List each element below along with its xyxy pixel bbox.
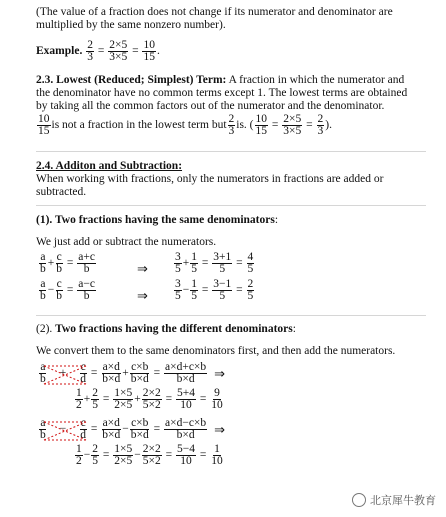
sub-2-intro: We convert them to the same denominators first, and then add the numerators. — [36, 345, 396, 357]
section-2-3-line-1: 2.3. Lowest (Reduced; Simplest) Term: A fraction in which the numerator and — [36, 74, 405, 86]
implies-icon: ⇒ — [214, 422, 226, 437]
example-add-different: $\frac{1}{2}$ + $\frac{2}{5}$ = $\frac{1\times 5}{2\times 5}$ + $\frac{2\times 2}{5\times 2}$ = $\frac{5+4}{10}$ = $\frac{9}{10}$ — [76, 387, 223, 411]
cross-multiply-arrows — [38, 418, 98, 446]
watermark-text: 北京犀牛教育 — [370, 493, 436, 507]
formula-add-different: $\frac{a}{b}$ + $\frac{c}{d}$ = $\frac{a\times d}{b\times d}$ + $\frac{c\times b}{b\times d}$ = $\frac{a\times d+c\times b}{b\times d}$ ⇒ — [40, 361, 226, 385]
implies-icon: ⇒ — [214, 366, 226, 381]
formula-add-same: $\frac{a}{b}$ + $\frac{c}{b}$ = $\frac{a+c}{b}$ — [40, 251, 95, 275]
fraction: $\frac{2\times 5}{3\times 5}$ — [109, 39, 128, 63]
example-row: Example. $\frac{2}{3}$ = $\frac{2\times 5}{3\times 5}$ = $\frac{10}{15}$ . — [36, 39, 160, 63]
wechat-icon — [352, 493, 366, 507]
fraction: $\frac{2}{3}$ — [317, 113, 324, 137]
example-label: Example. — [36, 45, 83, 57]
section-2-3-line-2: the denominator have no common terms except 1. The lowest terms are obtained — [36, 87, 408, 99]
formula-sub-same: $\frac{a}{b}$ − $\frac{c}{b}$ = $\frac{a-c}{b}$ — [40, 278, 95, 302]
divider — [36, 315, 426, 316]
divider — [36, 205, 426, 206]
fraction: $\frac{10}{15}$ — [143, 39, 155, 63]
fraction: $\frac{2}{3}$ — [87, 39, 93, 63]
divider — [36, 151, 426, 152]
fraction: $\frac{10}{15}$ — [38, 113, 50, 137]
implies-icon: ⇒ — [137, 261, 148, 276]
intro-line-2: multiplied by the same nonzero number). — [36, 19, 226, 31]
intro-line-1: (The value of a fraction does not change if its numerator and denominator are — [36, 6, 393, 18]
section-2-4-line-1: When working with fractions, only the numerators in fractions are added or — [36, 173, 384, 185]
fraction: $\frac{10}{15}$ — [255, 113, 268, 137]
cross-multiply-arrows — [38, 362, 98, 390]
example-sub-same: $\frac{3}{5}$ − $\frac{1}{5}$ = $\frac{3-1}{5}$ = $\frac{2}{5}$ — [175, 278, 254, 302]
fraction: $\frac{2\times 5}{3\times 5}$ — [283, 113, 302, 137]
sub-1-intro: We just add or subtract the numerators. — [36, 236, 217, 248]
formula-sub-different: $\frac{a}{b}$ − $\frac{c}{d}$ = $\frac{a\times d}{b\times d}$ − $\frac{c\times b}{b\times d}$ = $\frac{a\times d-c\times b}{b\times d}$ ⇒ — [40, 417, 226, 441]
section-2-3-title: 2.3. Lowest (Reduced; Simplest) Term: — [36, 74, 227, 86]
implies-icon: ⇒ — [137, 288, 148, 303]
section-2-3-line-3: by taking all the common factors out of the numerator and the denominator. — [36, 100, 385, 112]
section-2-3-line-4: $\frac{10}{15}$ is not a fraction in the lowest term but $\frac{2}{3}$ is. ( $\frac{10}{15}$ = $\frac{2\times 5}{3\times 5}$ = $\frac{2}{3}$ ). — [38, 113, 332, 137]
section-2-4-line-2: subtracted. — [36, 186, 87, 198]
example-sub-different: $\frac{1}{2}$ − $\frac{2}{5}$ = $\frac{1\times 5}{2\times 5}$ − $\frac{2\times 2}{5\times 2}$ = $\frac{5-4}{10}$ = $\frac{1}{10}$ — [76, 443, 223, 467]
section-2-4-title: 2.4. Additon and Subtraction: — [36, 160, 183, 172]
sub-1-heading: (1). Two fractions having the same denominators: — [36, 214, 279, 226]
watermark — [352, 493, 436, 507]
example-add-same: $\frac{3}{5}$ + $\frac{1}{5}$ = $\frac{3+1}{5}$ = $\frac{4}{5}$ — [175, 251, 254, 275]
fraction: $\frac{2}{3}$ — [228, 113, 235, 137]
sub-2-heading: (2). Two fractions having the different denominators: — [36, 323, 296, 335]
